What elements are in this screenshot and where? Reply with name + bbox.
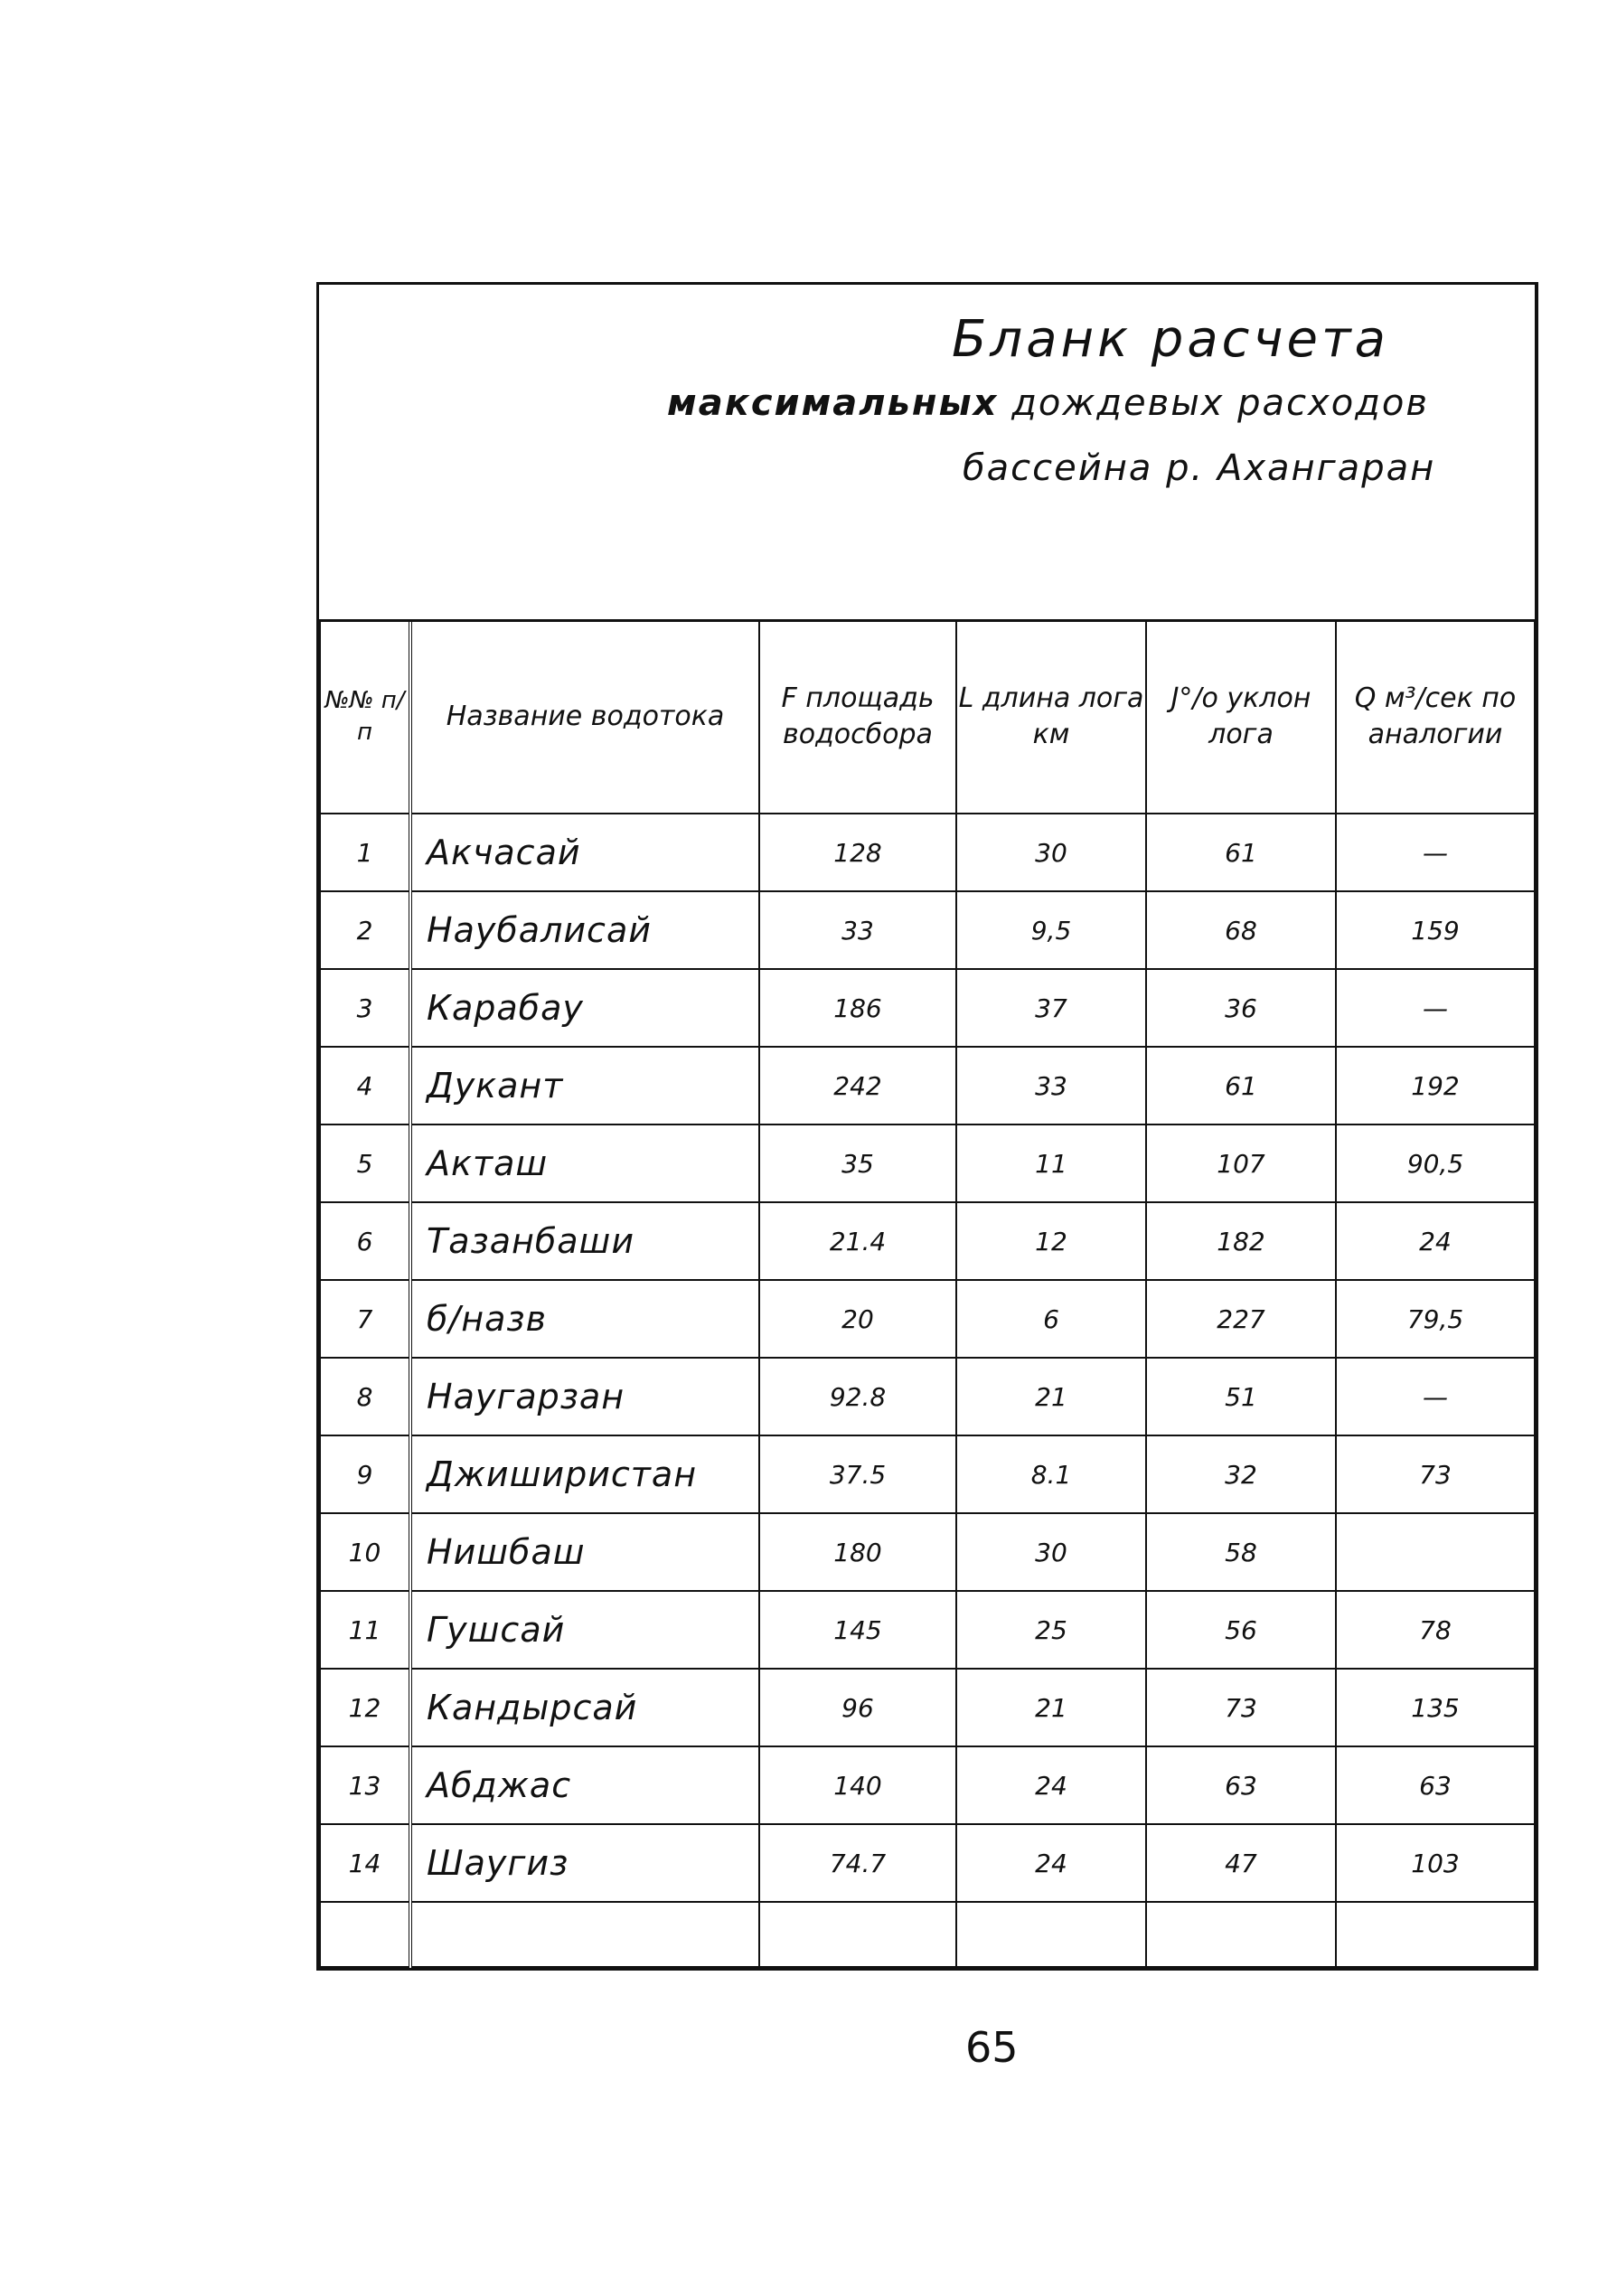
cell-discharge: 73 [1336, 1435, 1535, 1513]
cell-slope: 58 [1146, 1513, 1336, 1591]
table-row [320, 1280, 1535, 1358]
cell-area: 74.7 [759, 1824, 956, 1902]
cell-length: 30 [956, 1513, 1146, 1591]
cell-index: 10 [320, 1513, 410, 1591]
cell-index: 3 [320, 969, 410, 1047]
cell-slope: 47 [1146, 1824, 1336, 1902]
cell-empty [1146, 1902, 1336, 1967]
discharge-table [319, 619, 1536, 1968]
table-row [320, 1669, 1535, 1746]
table-row [320, 1202, 1535, 1280]
table-row [320, 1358, 1535, 1435]
cell-discharge: 78 [1336, 1591, 1535, 1669]
cell-area: 33 [759, 891, 956, 969]
cell-area: 140 [759, 1746, 956, 1824]
cell-area: 128 [759, 814, 956, 891]
cell-slope: 63 [1146, 1746, 1336, 1824]
cell-name: Дукант [410, 1047, 759, 1124]
cell-discharge: — [1336, 1358, 1535, 1435]
cell-discharge: 135 [1336, 1669, 1535, 1746]
table-body [320, 814, 1535, 1967]
cell-empty [1336, 1902, 1535, 1967]
cell-slope: 73 [1146, 1669, 1336, 1746]
cell-area: 96 [759, 1669, 956, 1746]
cell-area: 180 [759, 1513, 956, 1591]
form-subtitle-rest: дождевых расходов [1011, 382, 1429, 424]
cell-length: 30 [956, 814, 1146, 891]
header-discharge: Q м³/сек по аналогии [1336, 620, 1535, 814]
cell-empty [956, 1902, 1146, 1967]
cell-length: 12 [956, 1202, 1146, 1280]
cell-name: Наугарзан [410, 1358, 759, 1435]
cell-empty [410, 1902, 759, 1967]
cell-name: Карабау [410, 969, 759, 1047]
header-index: №№ п/п [320, 620, 410, 814]
cell-name: Кандырсай [410, 1669, 759, 1746]
cell-slope: 227 [1146, 1280, 1336, 1358]
table-row [320, 969, 1535, 1047]
cell-slope: 51 [1146, 1358, 1336, 1435]
cell-discharge: 79,5 [1336, 1280, 1535, 1358]
cell-length: 21 [956, 1358, 1146, 1435]
form-subtitle-bold: максимальных [667, 382, 999, 424]
cell-length: 33 [956, 1047, 1146, 1124]
cell-length: 24 [956, 1746, 1146, 1824]
cell-area: 35 [759, 1124, 956, 1202]
cell-length: 9,5 [956, 891, 1146, 969]
header-area: F площадь водосбора [759, 620, 956, 814]
cell-length: 37 [956, 969, 1146, 1047]
cell-area: 20 [759, 1280, 956, 1358]
cell-index: 12 [320, 1669, 410, 1746]
cell-name: Гушсай [410, 1591, 759, 1669]
cell-length: 11 [956, 1124, 1146, 1202]
cell-name: Джиширистан [410, 1435, 759, 1513]
header-name: Название водотока [410, 620, 759, 814]
cell-slope: 107 [1146, 1124, 1336, 1202]
cell-name: Нишбаш [410, 1513, 759, 1591]
cell-empty [759, 1902, 956, 1967]
table-row [320, 891, 1535, 969]
cell-discharge: 159 [1336, 891, 1535, 969]
cell-name: б/назв [410, 1280, 759, 1358]
cell-area: 21.4 [759, 1202, 956, 1280]
cell-index: 7 [320, 1280, 410, 1358]
cell-discharge: 24 [1336, 1202, 1535, 1280]
table-row [320, 1124, 1535, 1202]
form-basin-name: бассейна р. Ахангаран [963, 447, 1436, 489]
cell-slope: 61 [1146, 814, 1336, 891]
cell-slope: 36 [1146, 969, 1336, 1047]
cell-slope: 182 [1146, 1202, 1336, 1280]
table-row [320, 1746, 1535, 1824]
cell-name: Шаугиз [410, 1824, 759, 1902]
cell-slope: 61 [1146, 1047, 1336, 1124]
table-row [320, 1435, 1535, 1513]
cell-name: Акташ [410, 1124, 759, 1202]
cell-discharge: 103 [1336, 1824, 1535, 1902]
discharge-table-wrapper [319, 619, 1535, 1968]
page-number: 65 [965, 2023, 1019, 2072]
calculation-form-sheet [316, 282, 1538, 1971]
cell-discharge: 192 [1336, 1047, 1535, 1124]
cell-index: 4 [320, 1047, 410, 1124]
cell-length: 6 [956, 1280, 1146, 1358]
table-row-empty [320, 1902, 1535, 1967]
cell-area: 37.5 [759, 1435, 956, 1513]
cell-index: 5 [320, 1124, 410, 1202]
cell-area: 242 [759, 1047, 956, 1124]
cell-area: 145 [759, 1591, 956, 1669]
cell-length: 21 [956, 1669, 1146, 1746]
header-slope: J°/o уклон лога [1146, 620, 1336, 814]
cell-name: Наубалисай [410, 891, 759, 969]
cell-slope: 56 [1146, 1591, 1336, 1669]
cell-index: 11 [320, 1591, 410, 1669]
cell-index: 8 [320, 1358, 410, 1435]
table-row [320, 1591, 1535, 1669]
table-row [320, 1513, 1535, 1591]
table-row [320, 814, 1535, 891]
form-title-block [319, 285, 1535, 622]
cell-discharge [1336, 1513, 1535, 1591]
cell-name: Акчасай [410, 814, 759, 891]
cell-index: 2 [320, 891, 410, 969]
cell-slope: 32 [1146, 1435, 1336, 1513]
cell-discharge: — [1336, 814, 1535, 891]
cell-index: 14 [320, 1824, 410, 1902]
cell-length: 25 [956, 1591, 1146, 1669]
table-row [320, 1824, 1535, 1902]
cell-discharge: 90,5 [1336, 1124, 1535, 1202]
table-header-row [320, 620, 1535, 814]
table-row [320, 1047, 1535, 1124]
cell-index: 1 [320, 814, 410, 891]
cell-length: 8.1 [956, 1435, 1146, 1513]
cell-index: 13 [320, 1746, 410, 1824]
form-title: Бланк расчета [952, 310, 1389, 369]
cell-index: 6 [320, 1202, 410, 1280]
header-length: L длина лога км [956, 620, 1146, 814]
cell-area: 186 [759, 969, 956, 1047]
cell-name: Тазанбаши [410, 1202, 759, 1280]
form-subtitle [667, 382, 1429, 424]
cell-slope: 68 [1146, 891, 1336, 969]
cell-area: 92.8 [759, 1358, 956, 1435]
cell-discharge: — [1336, 969, 1535, 1047]
cell-length: 24 [956, 1824, 1146, 1902]
cell-discharge: 63 [1336, 1746, 1535, 1824]
cell-empty [320, 1902, 410, 1967]
cell-name: Абджас [410, 1746, 759, 1824]
cell-index: 9 [320, 1435, 410, 1513]
